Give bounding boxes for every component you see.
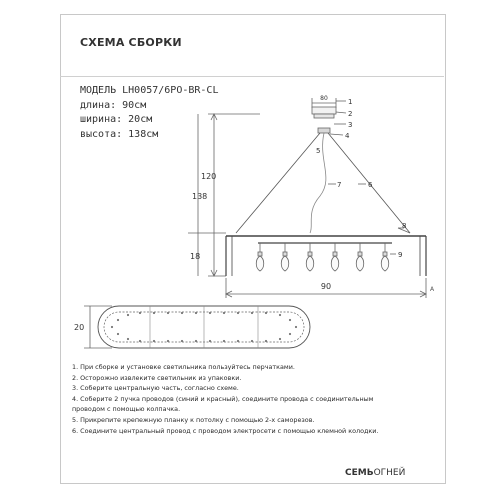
- step-item: 2. Осторожно извлеките светильник из упаковки.: [72, 373, 242, 382]
- bulb-row: [256, 243, 389, 271]
- canopy-dim-label: 80: [320, 95, 328, 102]
- callout-3: 3: [348, 121, 353, 129]
- brand-normal: ОГНЕЙ: [373, 468, 406, 478]
- step-item: проводом с помощью колпачка.: [72, 405, 181, 414]
- canopy-plate: [312, 107, 336, 114]
- depth-dim-label: 20: [74, 323, 85, 332]
- bulb: [256, 243, 264, 271]
- callout-9: 9: [398, 251, 403, 259]
- page-title: СХЕМА СБОРКИ: [80, 36, 182, 49]
- bulb: [331, 243, 339, 271]
- step-item: 3. Соберите центральную часть, согласно схеме.: [72, 384, 239, 393]
- step-item: 4. Соберите 2 пучка проводов (синий и красный), соедините провода с соединительным: [72, 394, 374, 403]
- corner-mark: A: [430, 286, 435, 293]
- spec-model: МОДЕЛЬ LH0057/6PO-BR-CL: [80, 85, 219, 96]
- bulb: [281, 243, 289, 271]
- callout-5: 5: [316, 147, 321, 155]
- callout-line-4: [330, 134, 343, 135]
- step-item: 5. Прикрепите крепежную планку к потолку с помощью 2-х саморезов.: [72, 415, 315, 424]
- callout-7: 7: [337, 181, 342, 189]
- callout-1: 1: [348, 98, 353, 106]
- cable-left: [236, 133, 320, 233]
- dim-upper-label: 120: [201, 172, 217, 181]
- assembly-steps: [72, 362, 440, 436]
- step-item: 6. Соедините центральный провод с проводом электросети с помощью клемной колодки.: [72, 426, 379, 435]
- spec-height: высота: 138см: [80, 128, 159, 140]
- canopy-bracket: [314, 114, 334, 118]
- dim-body-label: 18: [190, 252, 201, 261]
- brand-bold: СЕМЬ: [345, 468, 374, 478]
- callout-8: 8: [402, 222, 407, 230]
- callout-6: 6: [368, 181, 373, 189]
- callout-line-2: [336, 112, 346, 113]
- bulb: [306, 243, 314, 271]
- bulb: [381, 243, 389, 271]
- brand-logo: [345, 468, 405, 478]
- bulb: [356, 243, 364, 271]
- spec-width: ширина: 20см: [80, 114, 153, 125]
- dim-total-label: 138: [192, 192, 208, 201]
- length-dim-label: 90: [320, 282, 332, 291]
- step-item: 1. При сборке и установке светильника пользуйтесь перчатками.: [72, 363, 295, 371]
- canopy-cup: [318, 128, 330, 133]
- callout-4: 4: [345, 132, 350, 140]
- spec-length: длина: 90см: [80, 99, 147, 111]
- callout-2: 2: [348, 110, 353, 118]
